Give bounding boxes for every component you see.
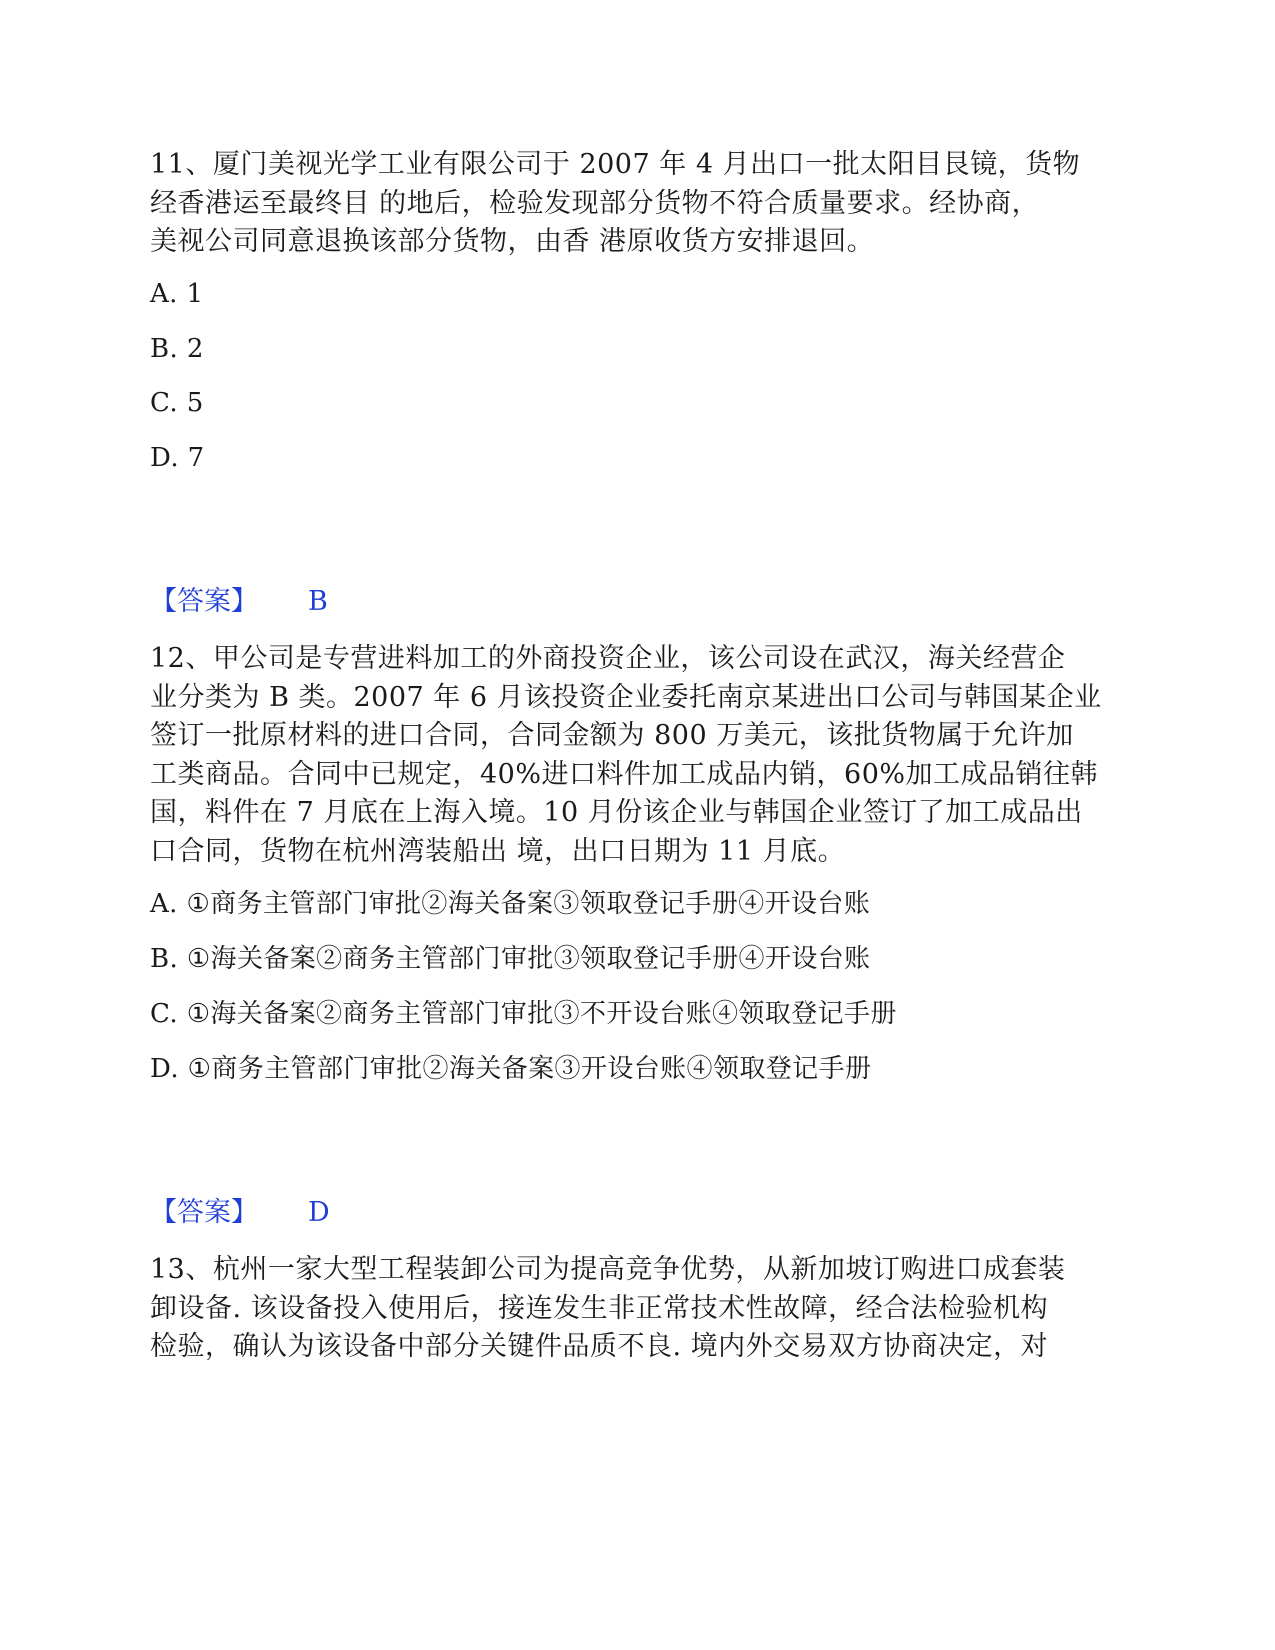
question-11-option-c: C. 5 bbox=[150, 388, 204, 418]
question-12-option-c: C. ①海关备案②商务主管部门审批③不开设台账④领取登记手册 bbox=[150, 999, 897, 1029]
question-11-option-a: A. 1 bbox=[150, 279, 204, 309]
stem-line: 工类商品。合同中已规定，40%进口料件加工成品内销，60%加工成品销往韩 bbox=[150, 758, 1099, 790]
answer-value: D bbox=[308, 1197, 330, 1228]
question-12 bbox=[150, 640, 1130, 871]
question-11 bbox=[150, 146, 1130, 262]
question-12-option-a: A. ①商务主管部门审批②海关备案③领取登记手册④开设台账 bbox=[150, 889, 871, 919]
answer-label: 【答案】 bbox=[150, 1197, 258, 1228]
stem-line: 卸设备. 该设备投入使用后，接连发生非正常技术性故障，经合法检验机构 bbox=[150, 1292, 1049, 1324]
stem-line: 经香港运至最终目 的地后，检验发现部分货物不符合质量要求。经协商， bbox=[150, 187, 1040, 219]
question-13 bbox=[150, 1251, 1130, 1367]
question-11-option-b: B. 2 bbox=[150, 334, 204, 364]
stem-line: 业分类为 B 类。2007 年 6 月该投资企业委托南京某进出口公司与韩国某企业 bbox=[150, 681, 1102, 713]
question-12-option-d: D. ①商务主管部门审批②海关备案③开设台账④领取登记手册 bbox=[150, 1054, 872, 1084]
question-11-stem bbox=[150, 146, 1130, 262]
question-12-stem bbox=[150, 640, 1130, 871]
stem-line: 检验，确认为该设备中部分关键件品质不良. 境内外交易双方协商决定，对 bbox=[150, 1331, 1049, 1362]
question-11-option-d: D. 7 bbox=[150, 443, 205, 473]
answer-label: 【答案】 bbox=[150, 586, 258, 617]
question-13-stem bbox=[150, 1251, 1130, 1367]
stem-line: 11、厦门美视光学工业有限公司于 2007 年 4 月出口一批太阳目艮镜，货物 bbox=[150, 149, 1081, 180]
question-11-answer bbox=[150, 585, 328, 619]
stem-line: 口合同，货物在杭州湾装船出 境，出口日期为 11 月底。 bbox=[150, 835, 846, 867]
answer-value: B bbox=[308, 586, 328, 617]
stem-line: 美视公司同意退换该部分货物，由香 港原收货方安排退回。 bbox=[150, 226, 875, 257]
stem-line: 签订一批原材料的进口合同，合同金额为 800 万美元，该批货物属于允许加 bbox=[150, 720, 1074, 751]
question-12-option-b: B. ①海关备案②商务主管部门审批③领取登记手册④开设台账 bbox=[150, 944, 871, 974]
question-12-answer bbox=[150, 1196, 330, 1230]
stem-line: 13、杭州一家大型工程装卸公司为提高竞争优势，从新加坡订购进口成套装 bbox=[150, 1254, 1066, 1285]
stem-line: 国，料件在 7 月底在上海入境。10 月份该企业与韩国企业签订了加工成品出 bbox=[150, 797, 1083, 828]
stem-line: 12、甲公司是专营进料加工的外商投资企业，该公司设在武汉，海关经营企 bbox=[150, 643, 1066, 674]
